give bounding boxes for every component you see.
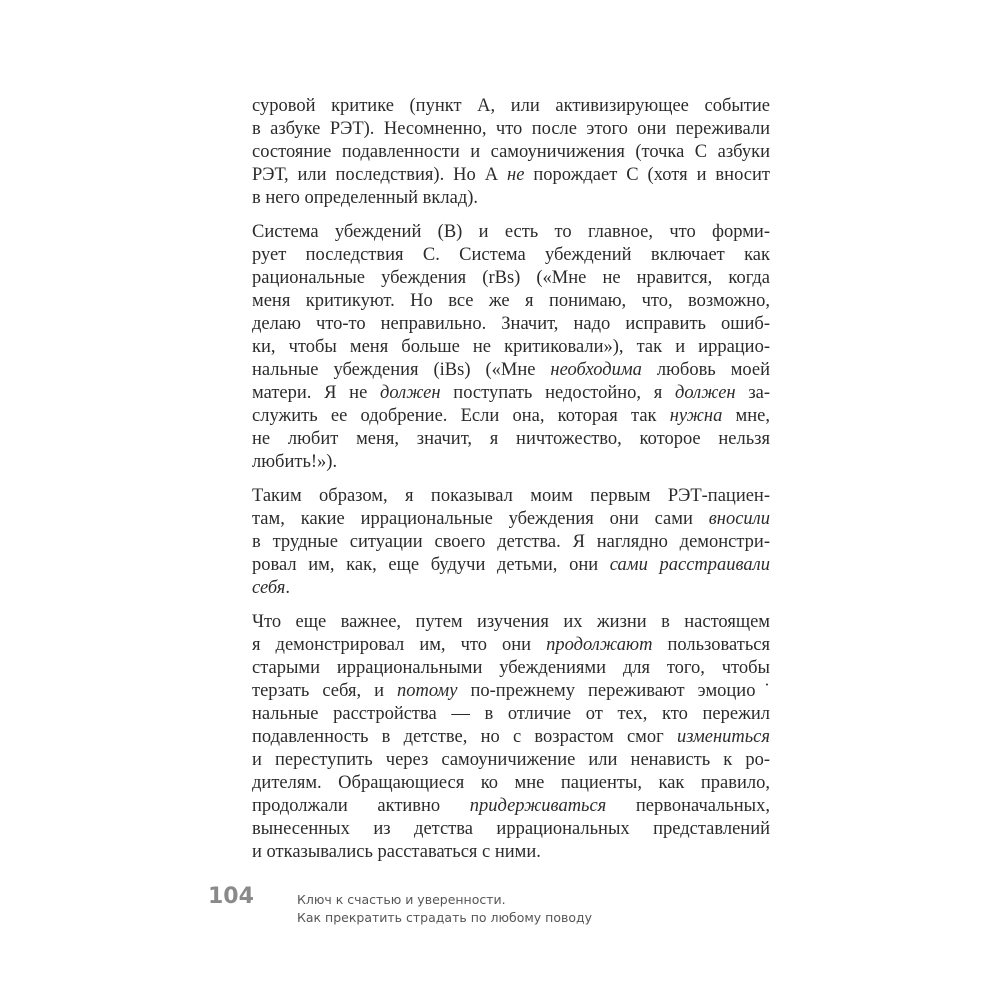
text-line (252, 485, 770, 508)
text-line (252, 818, 770, 841)
text-segment: нальные убеждения (iBs) («Мне (252, 360, 551, 380)
text-segment: ки, чтобы меня больше не критиковали»), так и иррацио- (252, 337, 770, 357)
text-line (252, 290, 770, 313)
text-line (252, 554, 770, 577)
page-number: 104 (208, 884, 254, 909)
text-line (252, 221, 770, 244)
paragraph (252, 485, 770, 600)
text-line (252, 141, 770, 164)
text-segment: матери. Я не (252, 383, 380, 403)
paragraph (252, 95, 770, 210)
text-line (252, 118, 770, 141)
emphasis-text: себя (252, 578, 286, 598)
text-line (252, 187, 770, 210)
emphasis-text: продолжают (546, 635, 653, 655)
text-segment: старыми иррациональными убеждениями для того, чтобы (252, 658, 770, 678)
emphasis-text: придерживаться (469, 796, 607, 816)
emphasis-text: не (507, 165, 525, 185)
text-segment: . (285, 578, 291, 598)
text-line (252, 359, 770, 382)
text-line (252, 726, 770, 749)
text-line (252, 577, 770, 600)
text-segment: по-прежнему переживают эмоцио˙ (457, 681, 771, 701)
text-segment: за- (735, 383, 770, 403)
text-segment: подавленность в детстве, но с возрастом смог (252, 727, 677, 747)
text-line (252, 680, 770, 703)
text-line (252, 336, 770, 359)
text-line (252, 508, 770, 531)
text-line (252, 634, 770, 657)
emphasis-text: должен (380, 383, 441, 403)
text-segment: в азбуке РЭТ). Несомненно, что после этого они переживали (252, 119, 770, 139)
body-text (252, 95, 770, 864)
emphasis-text: вносили (708, 509, 770, 529)
text-segment: продолжали активно (252, 796, 470, 816)
text-line (252, 428, 770, 451)
text-segment: мне, (722, 406, 770, 426)
text-segment: Система убеждений (В) и есть то главное, что форми- (252, 222, 770, 242)
text-segment: и отказывались расставаться с ними. (252, 842, 541, 862)
text-line (252, 611, 770, 634)
text-segment: первоначальных, (606, 796, 770, 816)
text-line (252, 382, 770, 405)
text-line (252, 749, 770, 772)
text-segment: служить ее одобрение. Если она, которая так (252, 406, 670, 426)
text-line (252, 531, 770, 554)
text-segment: рует последствия С. Система убеждений включает как (252, 245, 770, 265)
text-line (252, 95, 770, 118)
text-line (252, 244, 770, 267)
text-segment: не любит меня, значит, я ничтожество, которое нельзя (252, 429, 770, 449)
paragraph (252, 221, 770, 474)
emphasis-text: потому (397, 681, 458, 701)
book-title-line-1: Ключ к счастью и уверенности. (297, 892, 506, 907)
text-segment: делаю что-то неправильно. Значит, надо исправить ошиб- (252, 314, 770, 334)
emphasis-text: должен (675, 383, 736, 403)
text-segment: Таким образом, я показывал моим первым РЭТ-пациен- (252, 486, 770, 506)
text-line (252, 795, 770, 818)
text-line (252, 772, 770, 795)
paragraph (252, 611, 770, 864)
text-segment: состояние подавленности и самоуничижения (точка С азбуки (252, 142, 770, 162)
text-segment: терзать себя, и (252, 681, 398, 701)
text-segment: и переступить через самоуничижение или ненависть к ро- (252, 750, 770, 770)
text-segment: ровал им, как, еще будучи детьми, они (252, 555, 610, 575)
text-line (252, 267, 770, 290)
emphasis-text: измениться (676, 727, 770, 747)
text-segment: поступать недостойно, я (440, 383, 676, 403)
text-segment: пользоваться (652, 635, 770, 655)
text-segment: там, какие иррациональные убеждения они сами (252, 509, 709, 529)
text-segment: РЭТ, или последствия). Но А (252, 165, 508, 185)
text-segment: Что еще важнее, путем изучения их жизни в настоящем (252, 612, 770, 632)
text-segment: меня критикуют. Но все же я понимаю, что, возможно, (252, 291, 770, 311)
emphasis-text: нужна (669, 406, 723, 426)
text-segment: я демонстрировал им, что они (252, 635, 547, 655)
text-segment: рациональные убеждения (rBs) («Мне не нравится, когда (252, 268, 770, 288)
emphasis-text: сами расстраивали (609, 555, 770, 575)
emphasis-text: необходима (550, 360, 642, 380)
text-line (252, 164, 770, 187)
text-segment: любить!»). (252, 452, 338, 472)
text-segment: суровой критике (пункт А, или активизирующее событие (252, 96, 770, 116)
text-line (252, 313, 770, 336)
text-line (252, 841, 770, 864)
text-line (252, 405, 770, 428)
text-line (252, 703, 770, 726)
text-segment: порождает С (хотя и вносит (524, 165, 770, 185)
text-segment: в него определенный вклад). (252, 188, 479, 208)
text-segment: любовь моей (641, 360, 770, 380)
text-segment: в трудные ситуации своего детства. Я наглядно демонстри- (252, 532, 770, 552)
text-segment: вынесенных из детства иррациональных представлений (252, 819, 770, 839)
text-segment: нальные расстройства — в отличие от тех, кто пережил (252, 704, 770, 724)
text-segment: дителям. Обращающиеся ко мне пациенты, как правило, (252, 773, 770, 793)
text-line (252, 657, 770, 680)
book-title-line-2: Как прекратить страдать по любому поводу (297, 910, 593, 925)
running-footer (297, 891, 592, 927)
text-line (252, 451, 770, 474)
